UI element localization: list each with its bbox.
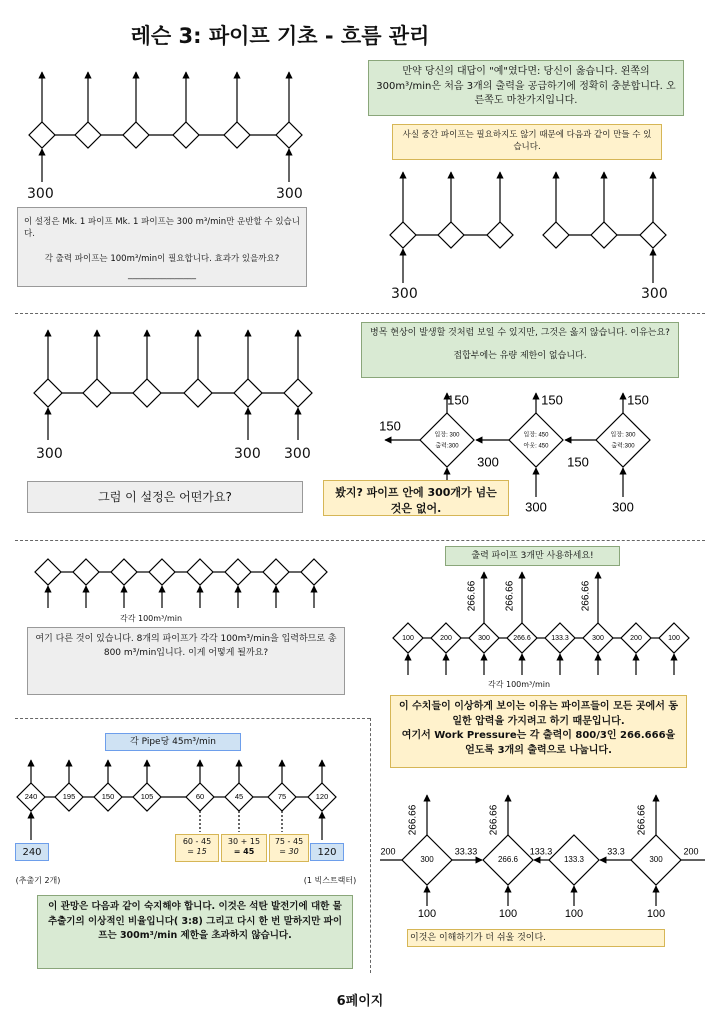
node-value: 120 [315,791,329,801]
flow-label: 133.3 [529,846,553,857]
s4-caption-left: (추출기 2개) [15,876,61,885]
flow-label: 200 [683,846,699,857]
flow-label: 300 [612,499,634,515]
s1-split-input-left: 300 [391,286,418,302]
s1-input-left: 300 [27,186,54,202]
s4-calc2-a: 30 + 15 [227,837,261,846]
junction-node [187,559,213,585]
output-label: 266.66 [466,580,478,612]
s2-input-right: 300 [284,446,311,462]
input-label: 100 [564,907,584,920]
section3-diagram [35,559,327,608]
junction-node [284,379,312,407]
s3-each-label: 각각 100m³/min [120,614,183,623]
flow-label: 33.3 [607,846,625,857]
s4-calc3-b: = 30 [279,847,299,857]
node-text: 입장: 300 [610,432,636,439]
node-value: 133.3 [551,634,569,642]
node-value: 105 [140,791,154,801]
junction-node [133,379,161,407]
s1-gray-note [17,207,307,287]
s1-green-note: 만약 당신의 대답이 "예"였다면: 당신이 옳습니다. 왼쪽의 300m³/min은 처음 3개의 출력을 공급하기에 정확히 충분합니다. 오른쪽도 마찬가지입니다. [368,60,684,116]
output-label: 266.66 [488,804,500,836]
node-value: 300 [478,634,490,642]
flow-label: 150 [379,418,401,434]
junction-node [111,559,137,585]
flow-label: 150 [627,392,649,408]
node-text: 아웃: 450 [523,443,549,450]
junction-node [123,122,149,148]
input-label: 100 [498,907,518,920]
junction-node [438,222,464,248]
node-value: 150 [101,791,115,801]
node-text: 입장: 450 [523,432,549,439]
junction-node [35,559,61,585]
section1-split-diagram [390,172,666,283]
junction-node [591,222,617,248]
junction-node [184,379,212,407]
s2-green-note [361,322,679,378]
s3-right-label: 각각 100m³/min [488,680,551,689]
s1-split-input-right: 300 [641,286,668,302]
flow-label: 150 [447,392,469,408]
section2-diagram [34,330,312,440]
output-label: 266.66 [407,804,419,836]
s4-calc3-a: 75 - 45 [274,837,304,846]
s4-calc2-b: = 45 [233,847,255,857]
node-text: 출력:300 [611,443,635,450]
junction-node [225,559,251,585]
junction-node [75,122,101,148]
s4-header: 각 Pipe당 45m³/min [105,733,241,751]
node-value: 266.6 [513,634,531,642]
output-label: 266.66 [504,580,516,612]
junction-node [83,379,111,407]
junction-node [509,413,563,467]
node-value: 300 [420,855,434,865]
junction-node [301,559,327,585]
s4-input-right-box: 120 [310,843,344,861]
junction-node [543,222,569,248]
flow-label: 300 [525,499,547,515]
s5-yellow-note: 이것은 이해하기가 더 쉬울 것이다. [407,929,665,947]
junction-node [29,122,55,148]
node-value: 45 [234,791,244,801]
junction-node [640,222,666,248]
junction-node [420,413,474,467]
s3-yellow-note [390,695,687,768]
node-value: 300 [592,634,604,642]
junction-node [263,559,289,585]
page-number: 6페이지 [336,994,384,1009]
output-label: 266.66 [580,580,592,612]
node-value: 133.3 [563,855,585,865]
s4-green-note: 이 관망은 다음과 같이 숙지해야 합니다. 이것은 석탄 발전기에 대한 물 추출기의 이상적인 비율입니다( 3:8) 그리고 다시 한 번 말하지만 파이프는 300m³/min 제한을 초과하지 않습니다. [37,895,353,969]
s2-green-line2: 접합부에는 유량 제한이 없습니다. [453,351,587,362]
flow-label: 200 [380,846,396,857]
junction-node [487,222,513,248]
node-value: 195 [62,791,76,801]
junction-node [596,413,650,467]
node-value: 100 [668,634,680,642]
flow-label: 150 [567,454,589,470]
junction-node [173,122,199,148]
node-value: 60 [195,791,205,801]
s4-calc1-a: 60 - 45 [182,837,212,846]
s4-calc1 [175,834,219,862]
node-value: 240 [24,791,38,801]
s3-green-note: 출력 파이프 3개만 사용하세요! [445,546,620,566]
s3-yellow-text1: 이 수치들이 이상하게 보이는 이유는 파이프들이 모든 곳에서 동일한 압력을 가지려고 하기 때문입니다. [398,701,678,727]
s2-gray-note: 그럼 이 설정은 어떤가요? [27,481,303,513]
junction-node [390,222,416,248]
input-label: 100 [646,907,666,920]
s4-calc1-b: = 15 [187,847,207,857]
s1-gray-line2: 각 출력 파이프는 100m³/min이 필요합니다. 효과가 있을까요? [44,253,280,264]
junction-node [73,559,99,585]
node-value: 200 [630,634,642,642]
node-value: 300 [649,855,663,865]
s4-caption-right: (1 빅스트랙터) [303,876,357,885]
s2-input-left: 300 [36,446,63,462]
section5-diagram [380,795,705,920]
s2-green-line1: 병목 현상이 발생할 것처럼 보일 수 있지만, 그것은 옳지 않습니다. 이유는요? [370,328,670,338]
s1-gray-line3: ________________ [128,269,196,280]
output-label: 266.66 [636,804,648,836]
junction-node [149,559,175,585]
s2-yellow-note: 봤지? 파이프 안에 300개가 넘는 것은 없어. [323,480,509,516]
section3-solution-diagram [393,572,689,675]
input-label: 100 [417,907,437,920]
flow-label: 150 [541,392,563,408]
junction-node [34,379,62,407]
s1-gray-line1: 이 설정은 Mk. 1 파이프 Mk. 1 파이프는 300 m³/min만 운반할 수 있습니다. [24,217,300,240]
node-value: 266.6 [497,855,519,865]
s3-gray-note: 여기 다른 것이 있습니다. 8개의 파이프가 각각 100m³/min을 입력하므로 총 800 m³/min입니다. 이게 어떻게 될까요? [27,627,345,695]
junction-node [276,122,302,148]
junction-node [224,122,250,148]
junction-node [234,379,262,407]
node-value: 75 [277,791,287,801]
s1-input-right: 300 [276,186,303,202]
flow-label: 33.33 [454,846,478,857]
node-value: 200 [440,634,452,642]
section4-diagram [17,760,336,840]
s3-yellow-text2: 여기서 Work Pressure는 각 출력이 800/3인 266.666을 얻도록 3개의 출력으로 나눕니다. [401,730,676,756]
page-title: 레슨 3: 파이프 기초 - 흐름 관리 [130,24,430,48]
s1-yellow-note: 사실 중간 파이프는 필요하지도 않기 때문에 다음과 같이 만들 수 있습니다. [392,124,662,160]
section1-diagram [29,72,302,182]
node-text: 입장: 300 [434,432,460,439]
node-value: 100 [402,634,414,642]
s2-input-mid: 300 [234,446,261,462]
s4-calc2 [221,834,267,862]
s4-calc3 [269,834,309,862]
flow-label: 300 [477,454,499,470]
node-text: 출력:300 [435,443,459,450]
s4-input-left-box: 240 [15,843,49,861]
